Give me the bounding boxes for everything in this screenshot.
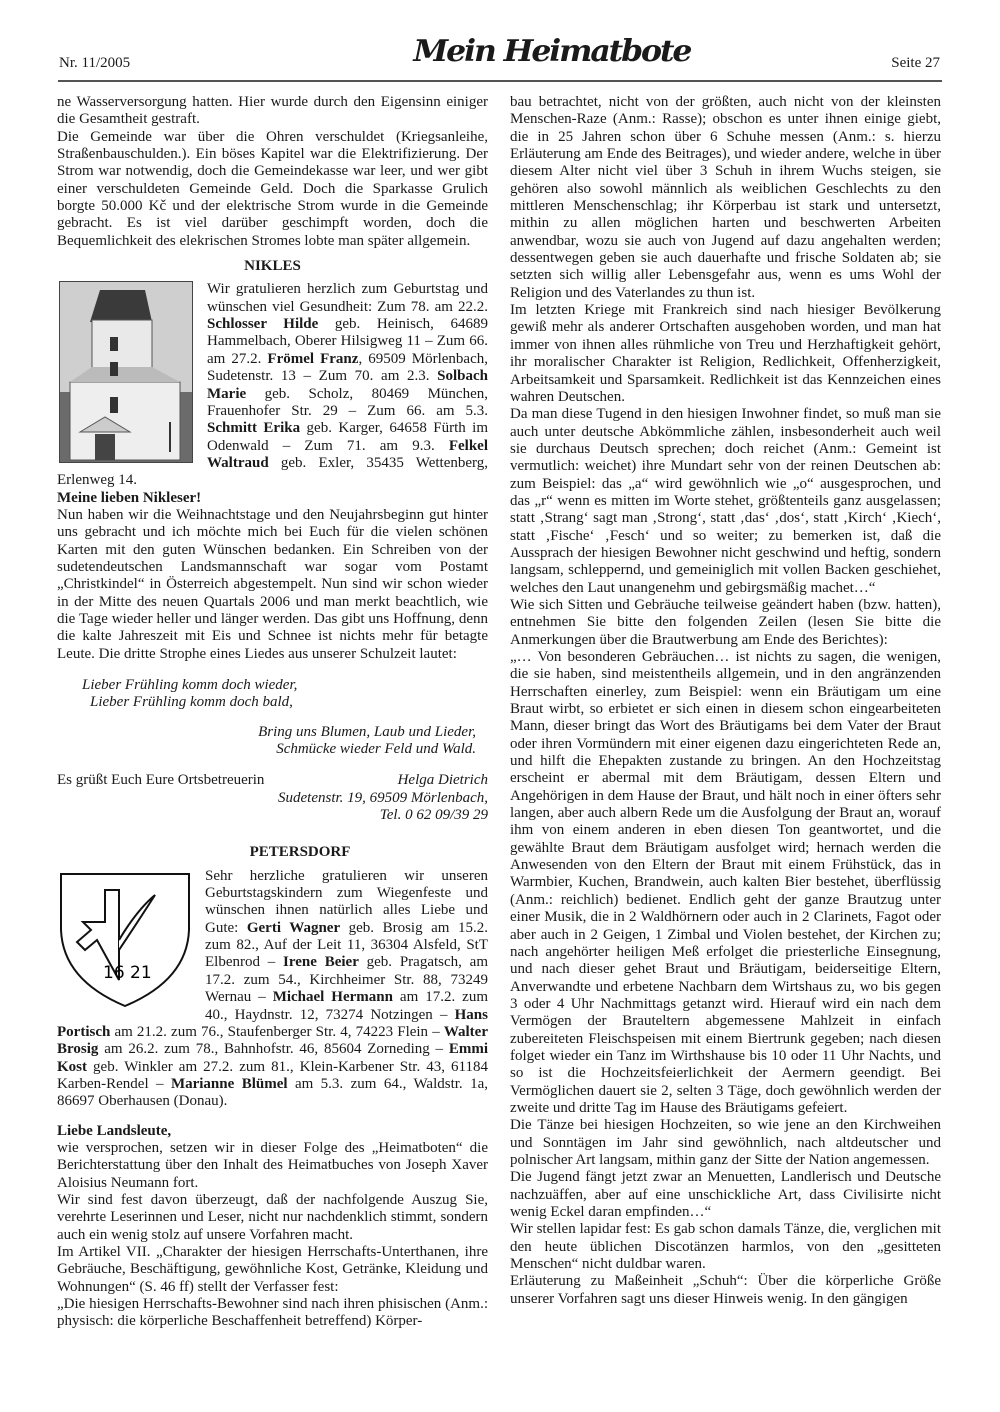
paragraph: Im letzten Kriege mit Frankreich sind nach hiesiger Bevölkerung gewiß mehr als anderer Ortschaften ausgehoben worden, und man hat immer von ihnen alles rühmliche von Treu und Herzhaftigkeit gehört, ihr moralischer Charakter ist Religion, Redlichkeit, Offenherzigkeit, Arbeitsamkeit und Sparsamkeit. Redlichkeit ist das Kennzeichen eines wahren Deutschen. (510, 302, 941, 405)
paragraph: wie versprochen, setzen wir in dieser Folge des „Heimatboten“ die Berichterstattung über den Inhalt des Heimatbuches von Joseph Xaver Aloisius Neumann fort. (57, 1139, 488, 1191)
text-segment: Sehr herzliche gratulieren wir unseren Geburtstagskindern zum Wiegenfeste und wünschen ihnen natürlich alles Liebe und Gute: (205, 867, 488, 936)
paragraph: ne Wasserversorgung hatten. Hier wurde durch den Eigensinn einiger die Gesamtheit gestraft. (57, 94, 488, 128)
paragraph: Wie sich Sitten und Gebräuche teilweise geändert haben (bzw. hatten), entnehmen Sie bitte den folgenden Zeilen (lesen Sie bitte die Anmerkungen über die Brautwerbung am Ende des Berichtes): (510, 596, 941, 648)
person-name: Hans Portisch (57, 1006, 488, 1040)
greeting-nikleser: Meine lieben Nikleser! (57, 489, 202, 506)
signature-phone: Tel. 0 62 09/39 29 (379, 807, 488, 824)
person-name: Michael Hermann (272, 989, 393, 1006)
signature-address: Sudetenstr. 19, 69509 Mörlenbach, (278, 789, 488, 806)
text-segment: Wir gratulieren herzlich zum Geburtstag und wünschen viel Gesundheit: Zum 78. am 22.2. (207, 281, 488, 315)
person-name: Schmitt Erika (207, 420, 301, 437)
poem-line: Schmücke wieder Feld und Wald. (276, 741, 476, 758)
person-name: Frömel Franz (267, 350, 359, 367)
text-segment: am 17.2. zum 40., Haydnstr. 12, 73274 Notzingen – (205, 989, 488, 1023)
poem-line: Lieber Frühling komm doch bald, (90, 694, 293, 711)
paragraph: „… Von besonderen Gebräuchen… ist nichts zu sagen, die wenigen, die sie haben, sind meistentheils allgemein, und in den angränzenden Herrschaften einerley, zum Beispiel: wenn ein Bräutigam um eine Braut wirbt, so erbietet er sich einen in diesem schon eingearbeiteten Mann, dieser bringt das Wort des Bräutigams bei dem Vater der Braut oder ihren Vormündern mit einer eigenen dazu eingerichteten Rede an, und hilft die Ehepakten zustande zu bringen. An den Hochzeitstag erscheint er abermal mit dem Bräutigam, dessen Eltern und Angehörigen in dem Hause der Braut, und hält noch in einer öfters sehr langen, aber auch albern Rede um die Ausfolgung der Braut an, worauf ihm von einem anderen in eben diesen Ton geantwortet, und die gewählte Braut dem Bräutigam ausfolget wird; hernach werden die Anwesenden von den Eltern der Braut mit einem Frühstück, das in Warmbier, Kuchen, Brandwein, auch kalten Bier bestehet, überflüssig (Anm.: reichlich) bedienet. Endlich geht der ganze Brautzug unter einer Musik, die in 2 Waldhörnern oder auch in 2 Clarinets, Fagot oder aber auch in 2 Geigen, 1 Zimbal und Violen bestehet, der Kirchen zu; nach angehörter heiligen Meß erfolget die priesterliche Einsegnung, und nach dieser gehet Braut und Bräutigam, beiderseitige Eltern, Anverwandte und erbetene Nachbarn dem Wirtshaus zu, wo bis gegen 3 oder 4 Uhr Nachmittags getanzt wird. Hierauf wird ein nach dem Vermögen der Brauteltern abgemessene Mahlzeit in einfach zubereiteten Fleischspeisen mit einem Biertrunk gegeben; nach diesen folget wieder ein Tanz im Wirthshause bis 10 oder 11 Uhr Nachts, und so ist die Hochzeitsfeierlichkeit der Aermern geendigt. Bei Vermöglichen dauert sie 2, selten 3 Täge, doch gewöhnlich werden der zweite und dritte Tag im Hause des Bräutigams gefeiert. (510, 649, 941, 1116)
paragraph: Wir sind fest davon überzeugt, daß der nachfolgende Auszug Sie, verehrte Leserinnen und Leser, nicht nur nachdenklich stimmt, sondern auch ein wenig stolz auf unsere Vorfahren macht. (57, 1191, 488, 1243)
greeting-landsleute: Liebe Landsleute, (57, 1122, 172, 1139)
person-name: Gerti Wagner (246, 919, 341, 936)
header-rule (58, 80, 942, 82)
signature-block (57, 772, 488, 824)
right-column (510, 94, 941, 1308)
person-name: Felkel Waltraud (207, 437, 488, 471)
text-segment: geb. Exler, 35435 Wettenberg, Erlenweg 14. (57, 454, 488, 489)
person-name: Marianne Blümel (170, 1075, 288, 1092)
section-heading-petersdorf: PETERSDORF (249, 844, 351, 861)
text-segment: am 21.2. zum 76., Staufenberger Str. 4, 74223 Flein – (110, 1023, 444, 1040)
text-segment: am 26.2. zum 78., Bahnhofstr. 46, 85604 Zorneding – (98, 1041, 449, 1058)
text-segment: geb. Karger, 64658 Fürth im Odenwald – Zum 71. am 9.3. (207, 420, 489, 454)
section-heading-nikles: NIKLES (244, 258, 301, 275)
page-number: Seite 27 (891, 55, 940, 71)
left-column (57, 94, 488, 1331)
person-name: Solbach Marie (207, 368, 488, 402)
text-segment: am 5.3. zum 64., Waldstr. 1a, 86697 Oberhausen (Donau). (57, 1075, 488, 1110)
signature-name: Helga Dietrich (397, 772, 488, 789)
text-segment: geb. Pragatsch, am 17.2. zum 54., Kirchheimer Str. 88, 73249 Wernau – (205, 954, 488, 1006)
paragraph: Die Jugend fängt jetzt zwar an Menuetten, Landlerisch und Deutsche nachzuäffen, aber auf eine unschickliche Art, dass Civilisirte nicht wenig Eckel daran empfinden…“ (510, 1169, 941, 1220)
person-name: Schlosser Hilde (207, 316, 319, 333)
paragraph: „Die hiesigen Herrschafts-Bewohner sind nach ihren phisischen (Anm.: physisch: die körperliche Beschaffenheit betreffend) Körper- (57, 1296, 488, 1330)
text-segment: geb. Scholz, 80469 München, Frauenhofer Str. 29 – Zum 66. am 5.3. (207, 385, 488, 419)
person-name: Walter Brosig (57, 1023, 488, 1058)
paragraph: Die Gemeinde war über die Ohren verschuldet (Kriegsanleihe, Straßenbauschulden.). Ein böses Kapitel war die Elektrifizierung. Der Strom war notwendig, doch die Gemeindekasse war leer, und wer gibt einer verschuldeten Gemeinde Geld. Doch die Sparkasse Grulich borgte 50.000 Kč und der elektrische Strom wurde in die Gemeinde gebracht. Es ist viel darüber geschimpft worden, doch die Bequemlichkeit des elekrischen Stromes lobte man später allgemein. (57, 128, 488, 249)
church-photo (59, 281, 193, 463)
paragraph: Da man diese Tugend in den hiesigen Inwohner findet, so muß man sie auch unter deutsche Abkömmliche zählen, insbesonderheit auch weil sie durchaus Deutsch sprechen; doch reichet (Anm.: Gemeint ist vermutlich: weichet) ihre Mundart sehr von der reinen Deutschen ab: zum Beispiel: das „a“ wird gewöhnlich wie „o“ ausgesprochen, und das „r“ wenn es mitten im Worte stehet, größtenteils ganz ausgelassen; statt ‚Strang‘ sagt man ‚Strong‘, statt ‚das‘ ‚dos‘, statt ‚Kirch‘ ‚Kiech‘, statt ‚Fische‘ ‚Fesch‘ und so weiter; zu bemerken ist, daß die Aussprach der hiesigen Bewohner nicht geschwind und heftig, sondern langsam, schleppernd, und gemeiniglich mit vollen Backen geschiehet, welches den Laut unangenehm und gebirgsmäßig machet…“ (510, 406, 941, 596)
paragraph: Die Tänze bei hiesigen Hochzeiten, so wie jene an den Kirchweihen und Sonntägen im Jahr sind gewöhnlich, nach altdeutscher und polnischer Art langsam, mithin ganz der Sitte der Nation angemessen. (510, 1117, 941, 1168)
shield-year: 16 21 (103, 962, 152, 983)
issue-number: Nr. 11/2005 (59, 55, 131, 71)
text-segment: geb. Brosig am 15.2. zum 82., Auf der Leit 11, 36304 Alsfeld, StT Elbenrod – (205, 919, 488, 971)
poem-line: Lieber Frühling komm doch wieder, (82, 677, 298, 693)
signoff-text: Es grüßt Euch Eure Ortsbetreuerin (57, 772, 265, 789)
poem-line: Bring uns Blumen, Laub und Lieder, (258, 723, 476, 740)
paragraph: Wir stellen lapidar fest: Es gab schon damals Tänze, die, verglichen mit den heute üblichen Discotänzen harmlos, von den „gesitteten Menschen“ nicht duldbar waren. (510, 1221, 941, 1273)
petersdorf-coat-of-arms (57, 870, 193, 1010)
text-segment: , 69509 Mörlenbach, Sudetenstr. 13 – Zum 70. am 2.3. (207, 350, 488, 385)
masthead-logo: Mein Heimatbote (413, 34, 691, 69)
paragraph: Erläuterung zu Maßeinheit „Schuh“: Über die körperliche Größe unserer Vorfahren sagt uns dieser Hinweis wenig. In den gängigen (510, 1273, 941, 1307)
text-segment: geb. Winkler am 27.2. zum 81., Klein-Karbener Str. 43, 61184 Karben-Rendel – (57, 1058, 488, 1092)
paragraph: Im Artikel VII. „Charakter der hiesigen Herrschafts-Unterthanen, ihre Gebräuche, Beschäftigung, gewöhnliche Kost, Getränke, Kleidung und Wohnungen“ (S. 46 ff) stellt der Verfasser fest: (57, 1243, 488, 1295)
paragraph: bau betrachtet, nicht von der größten, auch nicht von der kleinsten Menschen-Raze (Anm.: Rasse); obschon es unter ihnen einige giebt, die in 25 Jahren schon über 6 Schuhe messen (Anm.: s. hierzu Erläuterung am Ende des Beitrages), und wieder andere, welche in über diesem Alter nicht viel über 3 Schuh in ihrem Wuchs steigen, sie gehören also sowohl männlich als weiblichen Geschlechts zu den mittleren Menschenschlag; ihr Körperbau ist stark und untersetzt, mithin zu allen möglichen harten und beschwerten Arbeiten anwendbar, wozu sie auch von Jugend auf dazu angehalten werden; dessentwegen geben sie auch dauerhafte und frische Soldaten ab; sie setzten sich willig aller Lebensgefahr aus, wenn es ums Wohl der Religion und des Vaterlandes zu thun ist. (510, 94, 941, 301)
paragraph: Nun haben wir die Weihnachtstage und den Neujahrsbeginn gut hinter uns gebracht und ich möchte mich bei Euch für die vielen schönen Karten mit den guten Wünschen bedanken. Ein Schreiben von der sudetendeutschen Landsmannschaft war sogar vom Postamt „Christkindel“ in Österreich abgestempelt. Nun sind wir schon wieder in der Mitte des neuen Quartals 2006 und man merkt beachtlich, wie die Tage wieder heller und länger werden. Das gibt uns Hoffnung, denn die kalte Jahreszeit mit Eis und Schnee ist nichts mehr für betagte Leute. Die dritte Strophe eines Liedes aus unserer Schulzeit lautet: (57, 506, 488, 662)
text-segment: geb. Heinisch, 64689 Hammelbach, Oberer Hilsigweg 11 – Zum 66. am 27.2. (207, 316, 489, 367)
person-name: Emmi Kost (57, 1041, 488, 1075)
person-name: Irene Beier (283, 954, 359, 971)
